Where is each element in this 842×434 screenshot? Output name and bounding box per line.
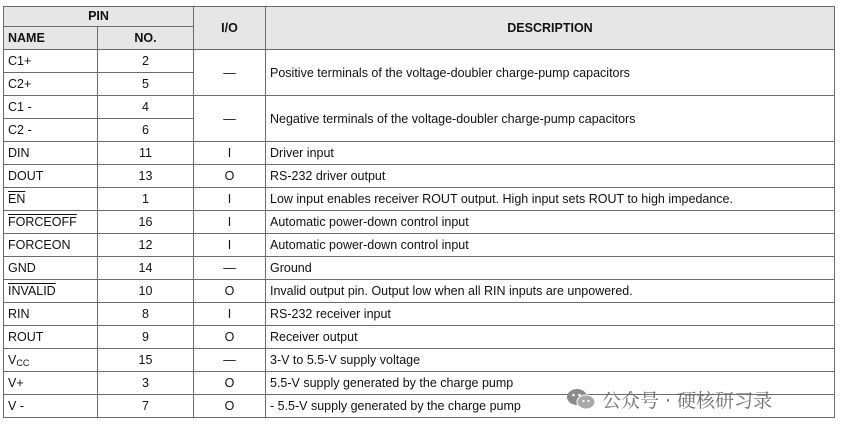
pin-number: 16: [98, 211, 194, 234]
io-cell: [194, 372, 266, 395]
io-cell: [194, 326, 266, 349]
io-cell: [194, 234, 266, 257]
pin-description: Driver input: [266, 142, 835, 165]
pin-name: RIN: [8, 307, 30, 321]
io-value: I: [227, 238, 232, 252]
io-value: I: [227, 146, 232, 160]
header-description: DESCRIPTION: [266, 7, 835, 50]
table-body: [4, 50, 835, 418]
header-name: NAME: [4, 27, 98, 50]
table-row: [4, 257, 835, 280]
io-cell: [194, 96, 266, 142]
table-row: [4, 188, 835, 211]
pin-name-cell: [4, 257, 98, 280]
io-value: I: [227, 307, 232, 321]
pin-name: INVALID: [8, 284, 56, 298]
pin-name-subscript: CC: [16, 358, 30, 368]
pin-description: RS-232 driver output: [266, 165, 835, 188]
table-row: [4, 349, 835, 372]
pin-number: 7: [98, 395, 194, 418]
pin-name: C2 -: [4, 119, 98, 142]
pin-number: 6: [98, 119, 194, 142]
pin-description: Automatic power-down control input: [266, 234, 835, 257]
watermark: [566, 386, 772, 412]
pin-name: $\overline{EN}$: [8, 192, 26, 206]
pin-description: Invalid output pin. Output low when all RIN inputs are unpowered.: [266, 280, 835, 303]
io-value: O: [224, 376, 235, 390]
table-row: [4, 165, 835, 188]
pin-name-cell: [4, 326, 98, 349]
table-row: [4, 326, 835, 349]
pin-number: 10: [98, 280, 194, 303]
io-value: O: [224, 284, 235, 298]
pin-name-cell: [4, 211, 98, 234]
pin-description: Low input enables receiver ROUT output. High input sets ROUT to high impedance.: [266, 188, 835, 211]
pin-name-cell: [4, 188, 98, 211]
pin-name-cell: [4, 303, 98, 326]
pin-number: 1: [98, 188, 194, 211]
table-row: [4, 280, 835, 303]
pin-description: 5.5-V supply generated by the charge pump: [266, 372, 835, 395]
table-row: [4, 211, 835, 234]
pin-name-cell: [4, 372, 98, 395]
pin-description: 3-V to 5.5-V supply voltage: [266, 349, 835, 372]
io-cell: [194, 165, 266, 188]
io-value: —: [223, 111, 236, 126]
pin-number: 2: [98, 50, 194, 73]
io-value: O: [224, 399, 235, 413]
io-value: I: [227, 192, 232, 206]
pin-name-cell: [4, 280, 98, 303]
io-cell: [194, 395, 266, 418]
pin-name: DIN: [8, 146, 30, 160]
pin-number: 9: [98, 326, 194, 349]
pin-description: RS-232 receiver input: [266, 303, 835, 326]
pin-description: Negative terminals of the voltage-doubler charge-pump capacitors: [266, 96, 835, 142]
pin-name: C2+: [4, 73, 98, 96]
watermark-text: 公众号 · 硬核研习录: [602, 389, 773, 412]
pin-name: ROUT: [8, 330, 44, 344]
pin-description: Receiver output: [266, 326, 835, 349]
io-value: —: [223, 261, 236, 275]
pin-description: Automatic power-down control input: [266, 211, 835, 234]
io-value: —: [223, 65, 236, 80]
pin-description: Positive terminals of the voltage-doubler charge-pump capacitors: [266, 50, 835, 96]
pin-number: 11: [98, 142, 194, 165]
table-row: [4, 234, 835, 257]
pin-name: FORCEON: [8, 238, 71, 252]
io-cell: [194, 142, 266, 165]
io-cell: [194, 257, 266, 280]
header-pin: PIN: [4, 7, 194, 27]
pin-number: 8: [98, 303, 194, 326]
pin-name: C1 -: [4, 96, 98, 119]
pin-number: 3: [98, 372, 194, 395]
table-row: [4, 142, 835, 165]
pin-number: 12: [98, 234, 194, 257]
pin-name: GND: [8, 261, 36, 275]
io-cell: [194, 188, 266, 211]
io-cell: [194, 349, 266, 372]
pin-number: 14: [98, 257, 194, 280]
pin-name: V+: [8, 376, 24, 390]
pin-description-table: [3, 6, 835, 418]
io-value: O: [224, 330, 235, 344]
pin-name: DOUT: [8, 169, 44, 183]
pin-name-cell: [4, 165, 98, 188]
pin-number: 5: [98, 73, 194, 96]
pin-number: 13: [98, 165, 194, 188]
pin-name: C1+: [4, 50, 98, 73]
table-row: [4, 303, 835, 326]
pin-description: Ground: [266, 257, 835, 280]
pin-name-cell: [4, 142, 98, 165]
io-cell: [194, 211, 266, 234]
pin-name: V -: [8, 399, 24, 413]
pin-name-cell: [4, 234, 98, 257]
pin-number: 4: [98, 96, 194, 119]
pin-name: FORCEOFF: [8, 215, 77, 229]
pin-name-cell: [4, 395, 98, 418]
header-io: I/O: [194, 7, 266, 50]
io-cell: [194, 50, 266, 96]
pin-number: 15: [98, 349, 194, 372]
io-value: I: [227, 215, 232, 229]
pin-description: - 5.5-V supply generated by the charge pump: [266, 395, 835, 418]
header-no: NO.: [98, 27, 194, 50]
io-value: —: [223, 353, 236, 367]
table-row: [4, 50, 835, 73]
pin-name: V: [8, 353, 17, 367]
pin-name-cell: [4, 349, 98, 372]
io-cell: [194, 280, 266, 303]
io-cell: [194, 303, 266, 326]
wechat-icon: [566, 388, 596, 410]
table-row: [4, 96, 835, 119]
io-value: O: [224, 169, 235, 183]
